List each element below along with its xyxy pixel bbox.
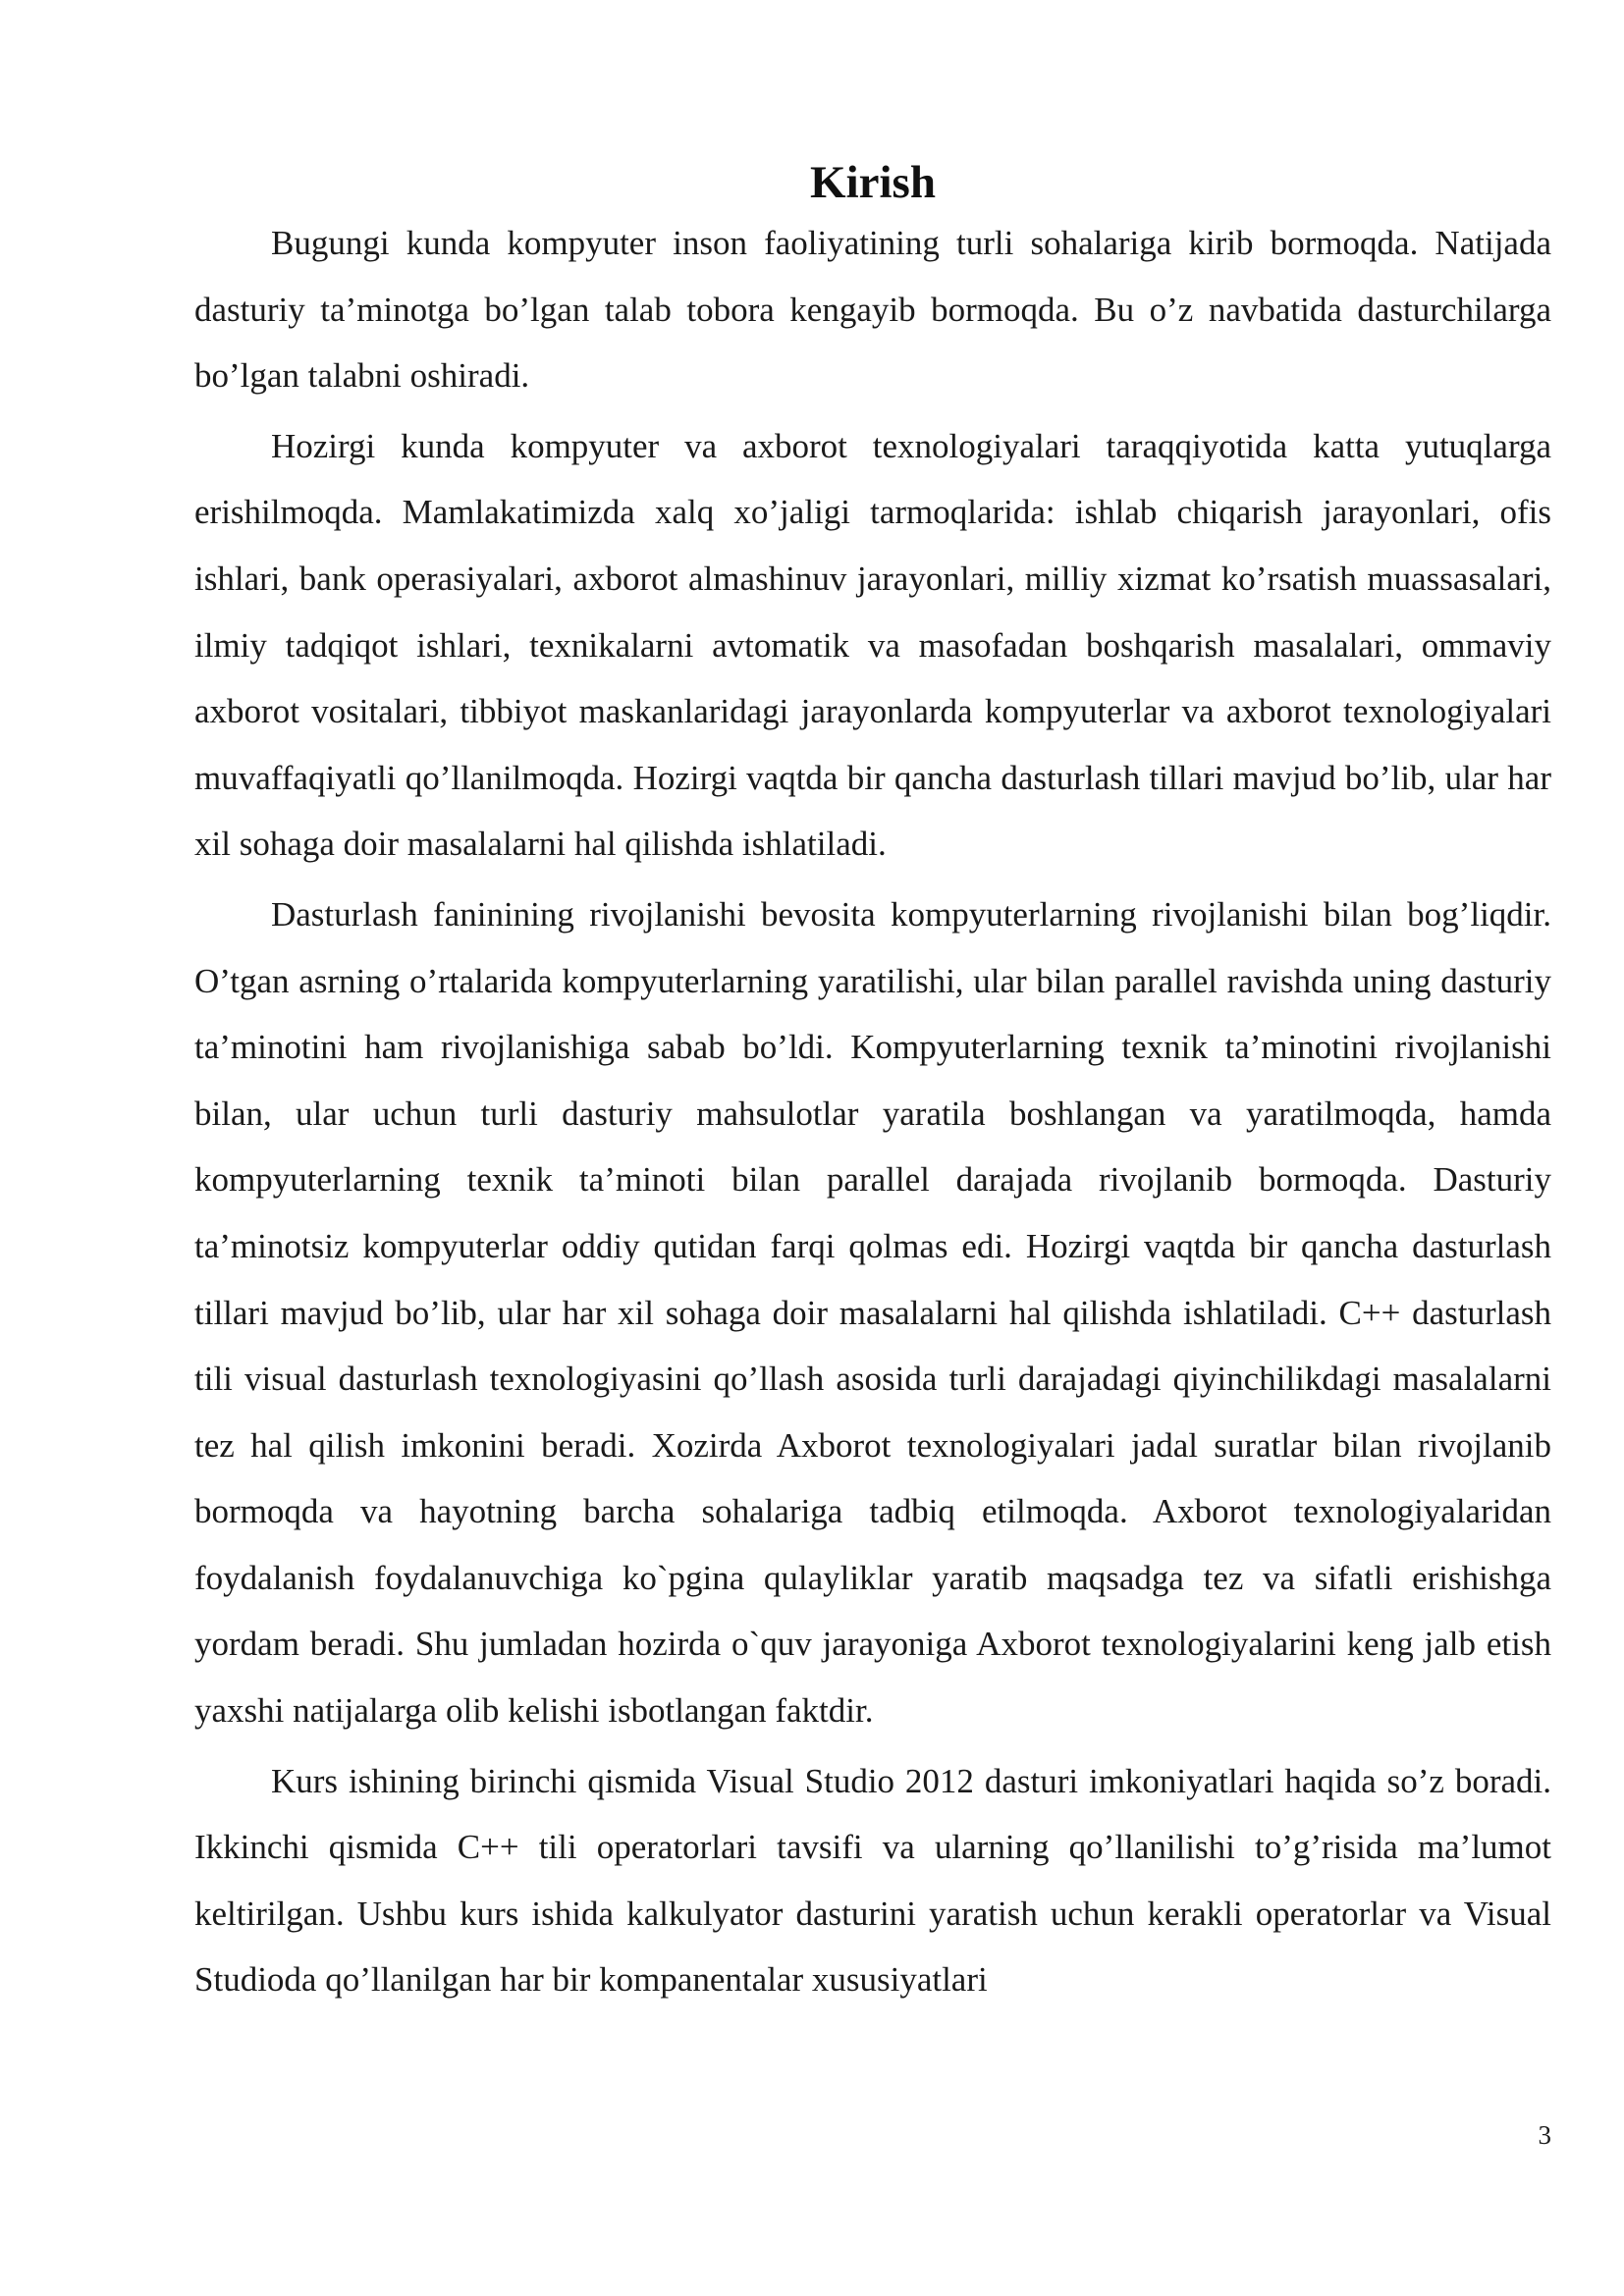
paragraph-course-structure: Kurs ishining birinchi qismida Visual Studio 2012 dasturi imkoniyatlari haqida so’z boradi. Ikkinchi qismida C++ tili operatorlari tavsifi va ularning qo’llanilishi to’g’risida ma’lumot keltirilgan. Ushbu kurs ishida kalkulyator dasturini yaratish uchun kerakli operatorlar va Visual Studioda qo’llanilgan har bir kompanentalar xususiyatlari xyxy=(194,1761,1551,2000)
paragraph-intro: Bugungi kunda kompyuter inson faoliyatining turli sohalariga kirib bormoqda. Natijada dasturiy ta’minotga bo’lgan talab tobora kengayib bormoqda. Bu o’z navbatida dasturchilarga bo’lgan talabni oshiradi. xyxy=(194,224,1551,396)
page-content xyxy=(194,155,1551,2013)
paragraph-programming-development: Dasturlash faninining rivojlanishi bevosita kompyuterlarning rivojlanishi bilan bog’liqdir. O’tgan asrning o’rtalarida kompyuterlarning yaratilishi, ular bilan parallel ravishda uning dasturiy ta’minotini ham rivojlanishiga sabab bo’ldi. Kompyuterlarning texnik ta’minotini rivojlanishi bilan, ular uchun turli dasturiy mahsulotlar yaratila boshlangan va yaratilmoqda, hamda kompyuterlarning texnik ta’minoti bilan parallel darajada rivojlanib bormoqda. Dasturiy ta’minotsiz kompyuterlar oddiy qutidan farqi qolmas edi. Hozirgi vaqtda bir qancha dasturlash tillari mavjud bo’lib, ular har xil sohaga doir masalalarni hal qilishda ishlatiladi. C++ dasturlash tili visual dasturlash texnologiyasini qo’llash asosida turli darajadagi qiyinchilikdagi masalalarni tez hal qilish imkonini beradi. Xozirda Axborot texnologiyalari jadal suratlar bilan rivojlanib bormoqda va hayotning barcha sohalariga tadbiq etilmoqda. Axborot texnologiyalaridan foydalanish foydalanuvchiga ko`pgina qulayliklar yaratib maqsadga tez va sifatli erishishga yordam beradi. Shu jumladan hozirda o`quv jarayoniga Axborot texnologiyalarini keng jalb etish yaxshi natijalarga olib kelishi isbotlangan faktdir. xyxy=(194,894,1551,1731)
page-title: Kirish xyxy=(810,157,936,208)
page-number: 3 xyxy=(1538,2120,1551,2150)
paragraph-technology-progress: Hozirgi kunda kompyuter va axborot texnologiyalari taraqqiyotida katta yutuqlarga erishilmoqda. Mamlakatimizda xalq xo’jaligi tarmoqlarida: ishlab chiqarish jarayonlari, ofis ishlari, bank operasiyalari, axborot almashinuv jarayonlari, milliy xizmat ko’rsatish muassasalari, ilmiy tadqiqot ishlari, texnikalarni avtomatik va masofadan boshqarish masalalari, ommaviy axborot vositalari, tibbiyot maskanlaridagi jarayonlarda kompyuterlar va axborot texnologiyalari muvaffaqiyatli qo’llanilmoqda. Hozirgi vaqtda bir qancha dasturlash tillari mavjud bo’lib, ular har xil sohaga doir masalalarni hal qilishda ishlatiladi. xyxy=(194,426,1551,864)
